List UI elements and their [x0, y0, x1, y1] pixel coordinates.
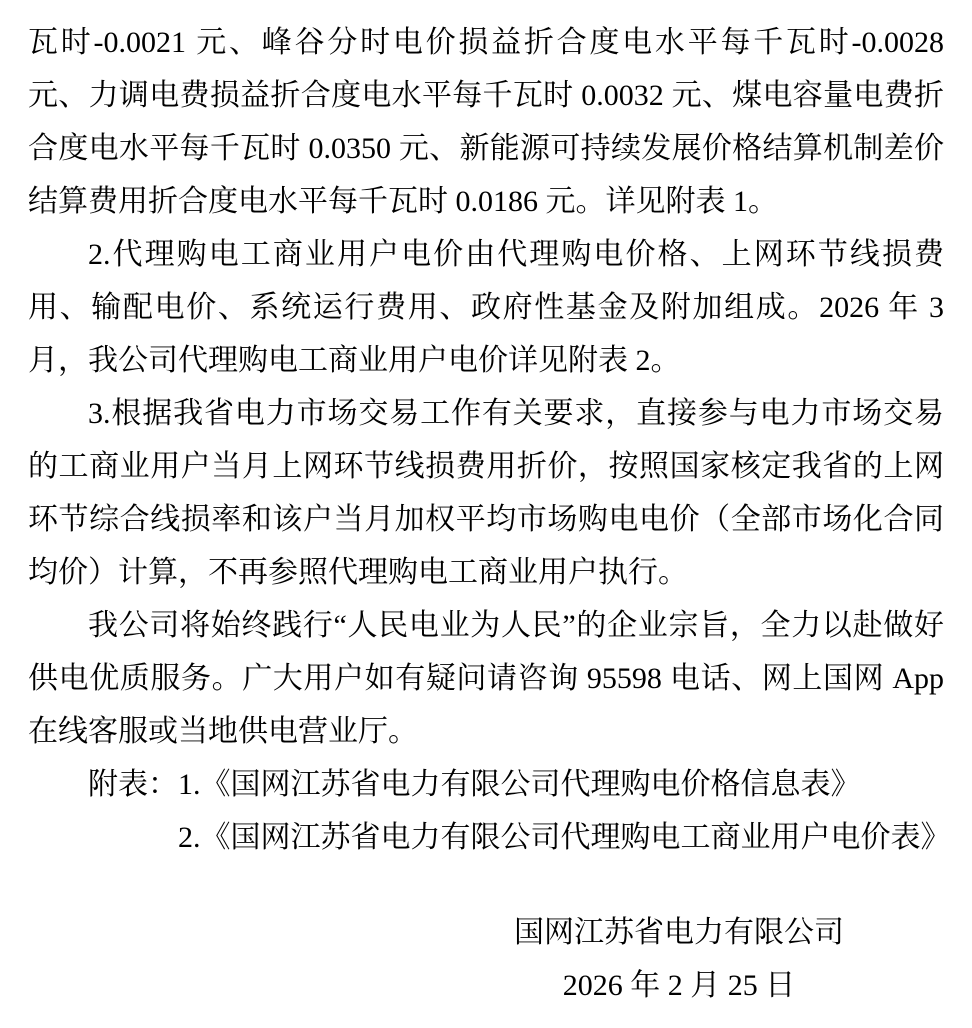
paragraph-service-pledge: 我公司将始终践行“人民电业为人民”的企业宗旨，全力以赴做好供电优质服务。广大用户如有疑问请咨询 95598 电话、网上国网 App 在线客服或当地供电营业厅。: [28, 609, 944, 748]
attachments-block: [28, 758, 951, 864]
paragraph-price-components: 瓦时-0.0021 元、峰谷分时电价损益折合度电水平每千瓦时-0.0028 元、力调电费损益折合度电水平每千瓦时 0.0032 元、煤电容量电费折合度电水平每千瓦时 0.0350 元、新能源可持续发展价格结算机制差价结算费用折合度电水平每千瓦时 0.0186 元。详见附表 1。: [28, 26, 944, 218]
paragraph-item-3: 3.根据我省电力市场交易工作有关要求，直接参与电力市场交易的工商业用户当月上网环节线损费用折价，按照国家核定我省的上网环节综合线损率和该户当月加权平均市场购电电价（全部市场化合同均价）计算，不再参照代理购电工商业用户执行。: [28, 397, 944, 589]
paragraph-item-2: 2.代理购电工商业用户电价由代理购电价格、上网环节线损费用、输配电价、系统运行费用、政府性基金及附加组成。2026 年 3 月，我公司代理购电工商业用户电价详见附表 2。: [28, 238, 944, 377]
signature-company: 国网江苏省电力有限公司: [514, 916, 844, 949]
signature-date: 2026 年 2 月 25 日: [562, 969, 796, 1002]
signature-block: [514, 906, 844, 1012]
attachment-item-1: 1.《国网江苏省电力有限公司代理购电价格信息表》: [178, 768, 861, 801]
attachment-line-1: [28, 758, 944, 811]
attachments-label: 附表：: [88, 768, 178, 801]
attachment-item-2: 2.《国网江苏省电力有限公司代理购电工商业用户电价表》: [178, 821, 951, 854]
